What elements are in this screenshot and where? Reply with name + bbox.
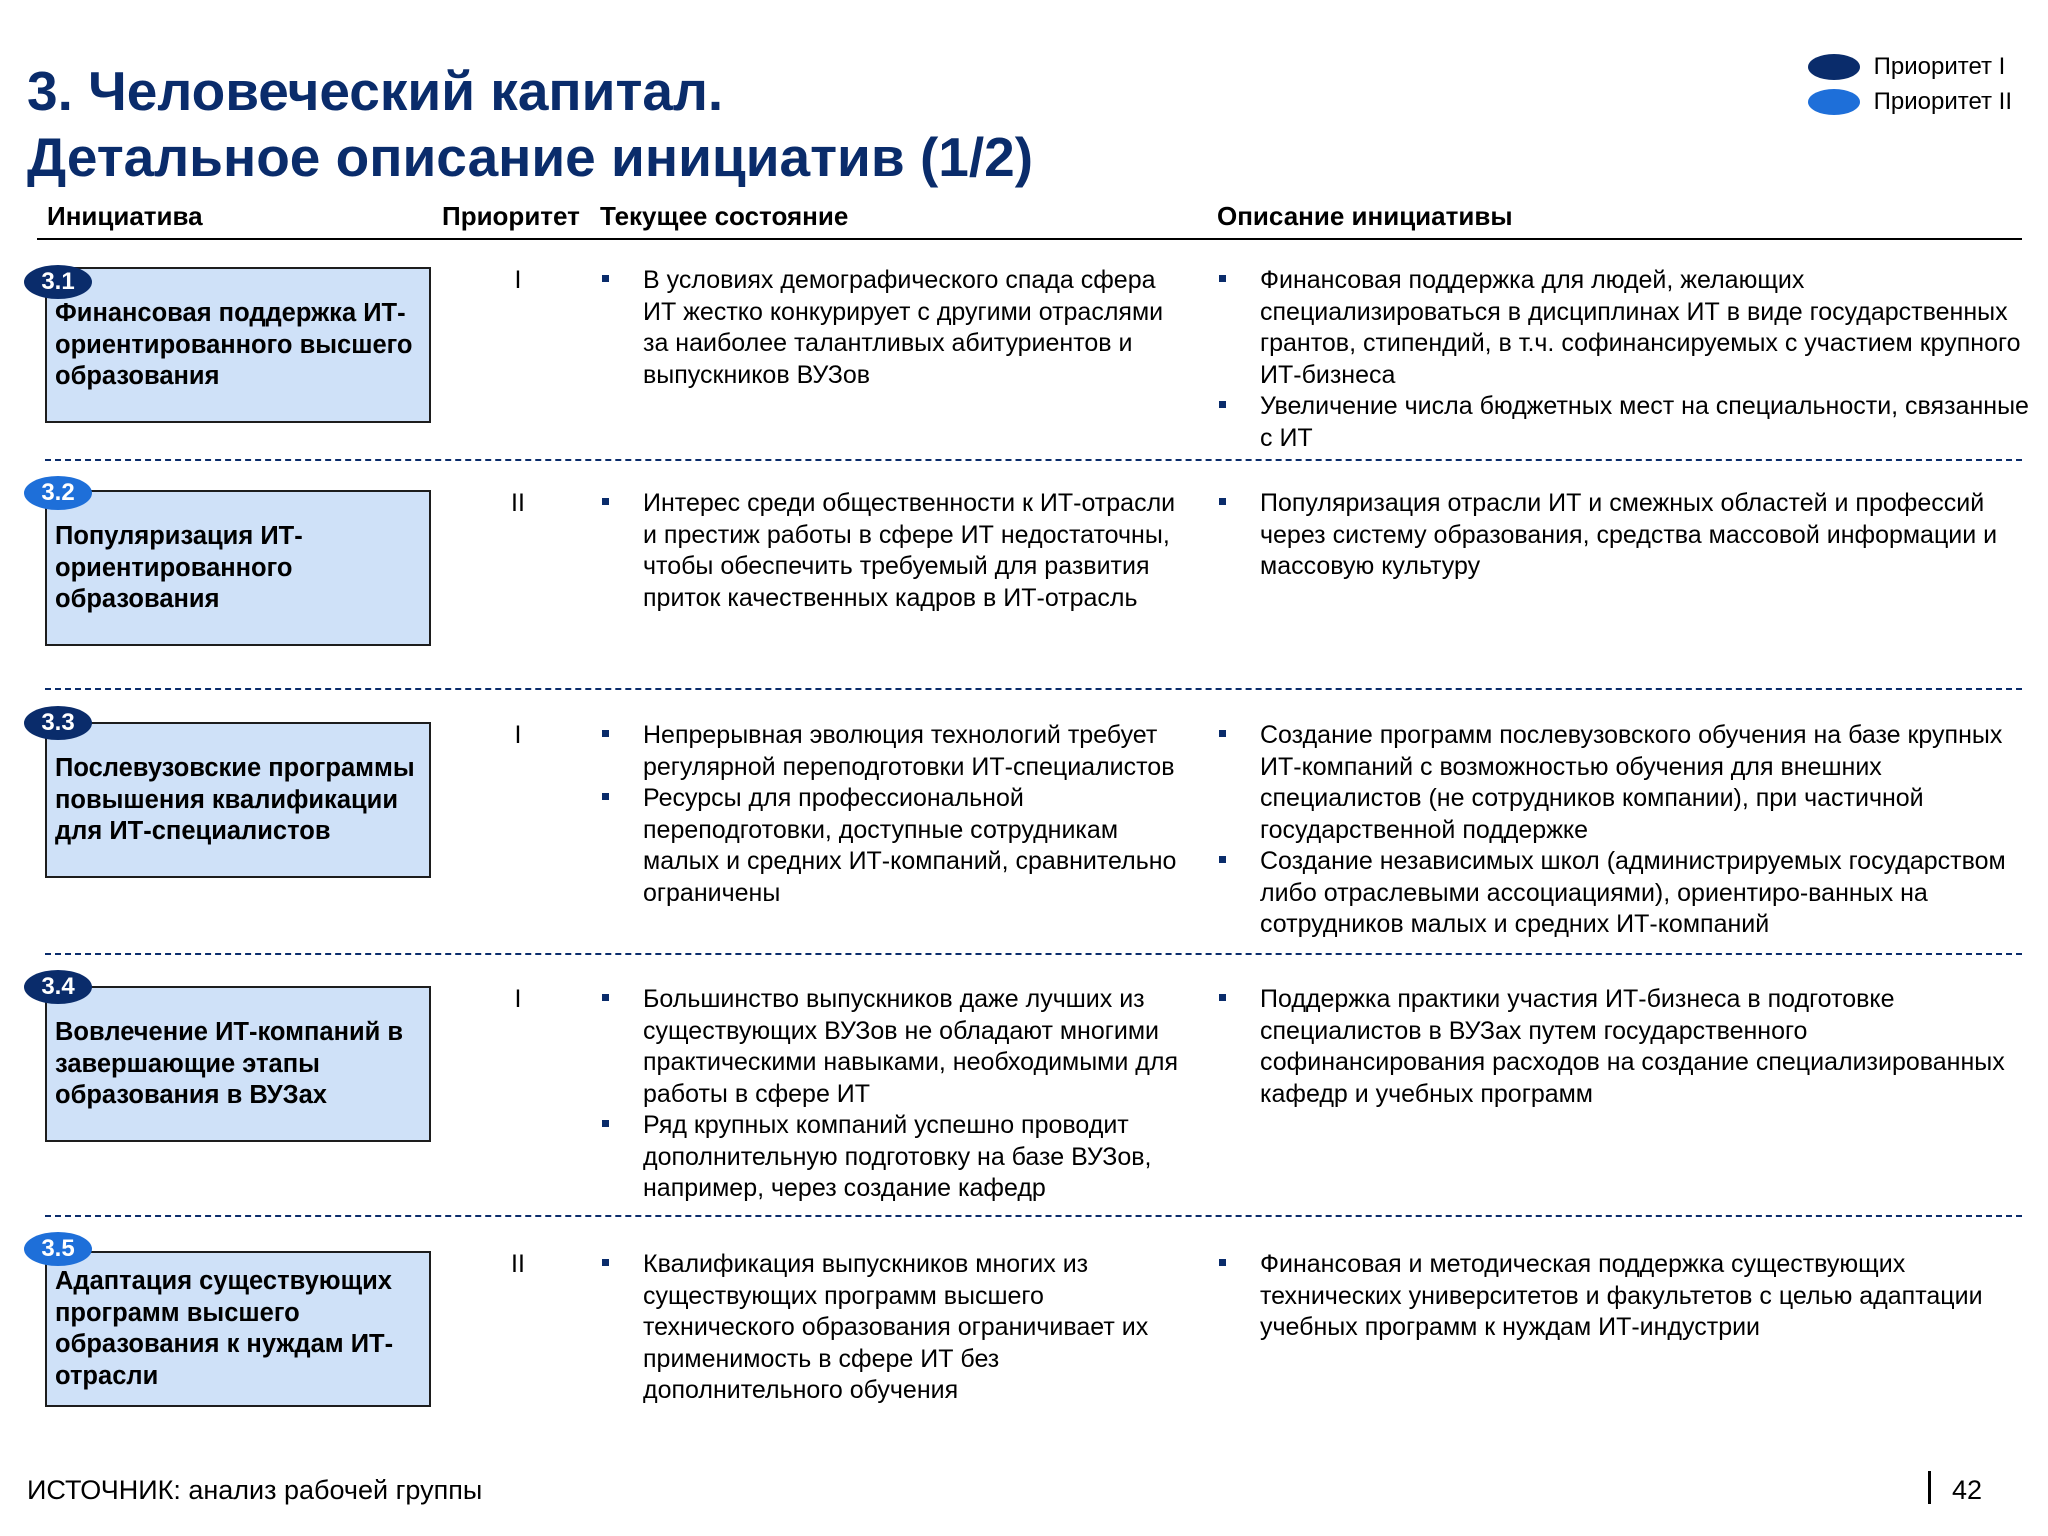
current-state-bullet: Ресурсы для профессиональной переподготовки, доступные сотрудникам малых и средних ИТ-компаний, сравнительно ограничены — [600, 783, 1180, 909]
description-list — [1217, 265, 2037, 454]
initiative-box — [45, 490, 431, 646]
page-title — [27, 58, 1033, 190]
description-bullet: Финансовая поддержка для людей, желающих специализироваться в дисциплинах ИТ в виде государственных грантов, стипендий, в т.ч. софинансируемых с участием крупного ИТ-бизнеса — [1217, 265, 2037, 391]
description-bullet: Создание программ послевузовского обучения на базе крупных ИТ-компаний с возможностью обучения для внешних специалистов (не сотрудников компании), при частичной государственной поддержке — [1217, 720, 2037, 846]
row-separator — [45, 1215, 2022, 1217]
priority-value: II — [511, 1250, 525, 1278]
initiative-box — [45, 986, 431, 1142]
description-bullet: Увеличение числа бюджетных мест на специальности, связанные с ИТ — [1217, 391, 2037, 454]
current-state-list — [600, 488, 1180, 614]
row-separator — [45, 688, 2022, 690]
current-state-list — [600, 265, 1180, 391]
column-header-description: Описание инициативы — [1217, 201, 1513, 231]
legend-label: Приоритет I — [1873, 52, 2006, 80]
page-title-line-1: 3. Человеческий капитал. — [27, 60, 724, 122]
initiative-title: Вовлечение ИТ-компаний в завершающие этапы образования в ВУЗах — [55, 1017, 404, 1109]
initiative-title: Адаптация существующих программ высшего образования к нуждам ИТ-отрасли — [55, 1267, 394, 1390]
current-state-bullet: Большинство выпускников даже лучших из существующих ВУЗов не обладают многими практическими навыками, необходимыми для работы в сфере ИТ — [600, 984, 1180, 1110]
priority-value: II — [511, 489, 525, 517]
description-bullet: Популяризация отрасли ИТ и смежных областей и профессий через систему образования, средства массовой информации и массовую культуру — [1217, 488, 2037, 583]
initiative-box — [45, 267, 431, 423]
column-header-current-state: Текущее состояние — [600, 201, 849, 231]
initiative-number-badge: 3.2 — [24, 476, 92, 510]
description-list — [1217, 984, 2037, 1110]
current-state-bullet: Непрерывная эволюция технологий требует регулярной переподготовки ИТ-специалистов — [600, 720, 1180, 783]
description-bullet: Создание независимых школ (администрируемых государством либо отраслевыми ассоциациями), ориентиро-ванных на сотрудников малых и средних ИТ-компаний — [1217, 846, 2037, 941]
current-state-list — [600, 1249, 1180, 1407]
row-separator — [45, 459, 2022, 461]
priority-2-swatch-icon — [1808, 89, 1860, 115]
current-state-list — [600, 984, 1180, 1205]
description-list — [1217, 1249, 2037, 1344]
source-note: ИСТОЧНИК: анализ рабочей группы — [27, 1475, 483, 1505]
priority-legend — [1808, 49, 2012, 119]
initiative-number-badge: 3.5 — [24, 1232, 92, 1266]
page-divider — [1928, 1471, 1931, 1504]
initiative-title: Послевузовские программы повышения квалификации для ИТ-специалистов — [55, 753, 415, 845]
current-state-bullet: Квалификация выпускников многих из существующих программ высшего технического образования ограничивает их применимость в сфере ИТ без дополнительного обучения — [600, 1249, 1180, 1407]
row-separator — [45, 953, 2022, 955]
header-rule — [37, 238, 2022, 240]
initiative-number-badge: 3.4 — [24, 970, 92, 1004]
description-list — [1217, 488, 2037, 583]
description-bullet: Финансовая и методическая поддержка существующих технических университетов и факультетов с целью адаптации учебных программ к нуждам ИТ-индустрии — [1217, 1249, 2037, 1344]
legend-item-priority-2 — [1808, 84, 2012, 119]
initiative-box — [45, 1251, 431, 1407]
column-header-priority: Приоритет — [442, 201, 580, 231]
priority-value: I — [514, 721, 522, 749]
page-title-line-2: Детальное описание инициатив (1/2) — [27, 126, 1034, 188]
initiative-title: Финансовая поддержка ИТ-ориентированного высшего образования — [55, 298, 413, 390]
priority-value: I — [514, 985, 522, 1013]
description-bullet: Поддержка практики участия ИТ-бизнеса в подготовке специалистов в ВУЗах путем государственного софинансирования расходов на создание специализированных кафедр и учебных программ — [1217, 984, 2037, 1110]
initiative-number-badge: 3.3 — [24, 706, 92, 740]
current-state-bullet: Интерес среди общественности к ИТ-отрасли и престиж работы в сфере ИТ недостаточны, чтобы обеспечить требуемый для развития приток качественных кадров в ИТ-отрасль — [600, 488, 1180, 614]
legend-item-priority-1 — [1808, 49, 2012, 84]
legend-label: Приоритет II — [1873, 87, 2012, 115]
initiative-number-badge: 3.1 — [24, 265, 92, 299]
priority-value: I — [514, 266, 522, 294]
description-list — [1217, 720, 2037, 941]
initiative-box — [45, 722, 431, 878]
current-state-list — [600, 720, 1180, 909]
column-header-initiative: Инициатива — [47, 201, 203, 231]
priority-1-swatch-icon — [1808, 54, 1860, 80]
page-number: 42 — [1952, 1475, 1983, 1505]
current-state-bullet: В условиях демографического спада сфера ИТ жестко конкурирует с другими отраслями за наиболее талантливых абитуриентов и выпускников ВУЗов — [600, 265, 1180, 391]
current-state-bullet: Ряд крупных компаний успешно проводит дополнительную подготовку на базе ВУЗов, например, через создание кафедр — [600, 1110, 1180, 1205]
initiative-title: Популяризация ИТ-ориентированного образования — [55, 521, 303, 613]
